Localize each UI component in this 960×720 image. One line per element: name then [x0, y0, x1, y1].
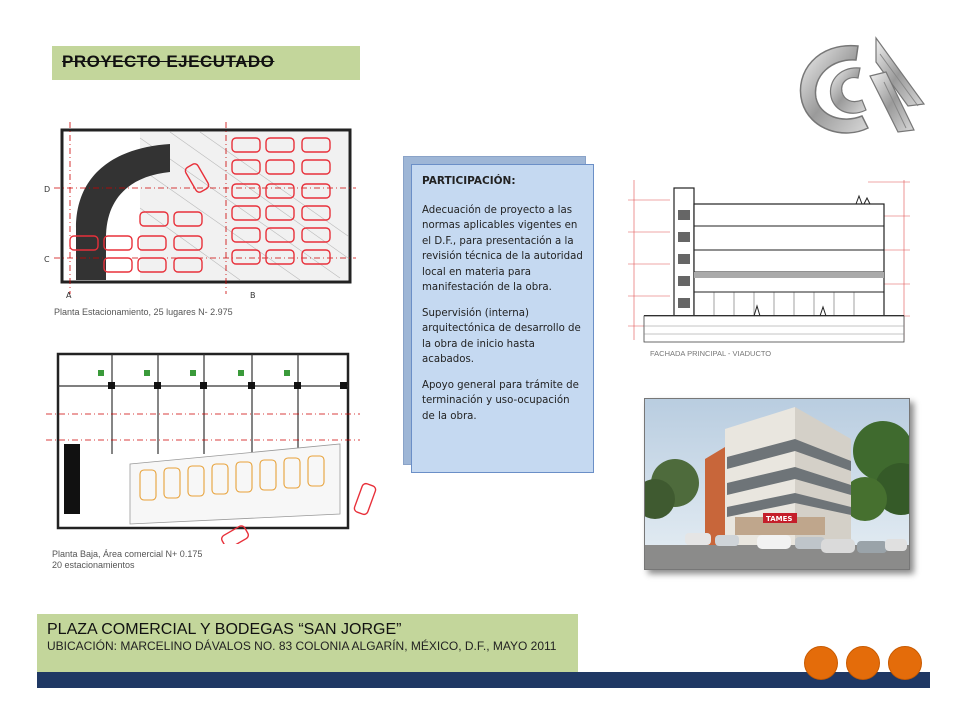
orange-dot-2	[846, 646, 880, 680]
page-title: PROYECTO EJECUTADO	[62, 52, 275, 71]
grid-label-b: B	[250, 291, 256, 300]
project-name: PLAZA COMERCIAL Y BODEGAS “SAN JORGE”	[47, 621, 402, 638]
participation-item-2: Supervisión (interna) arquitectónica de desarrollo de la obra de inicio hasta acabados.	[422, 307, 581, 365]
project-location: UBICACIÓN: MARCELINO DÁVALOS NO. 83 COLONIA ALGARÍN, MÉXICO, D.F., MAYO 2011	[47, 639, 557, 653]
project-info-banner	[37, 614, 578, 674]
grid-label-a: A	[66, 291, 72, 300]
facade-drawing	[624, 160, 914, 348]
participation-title: PARTICIPACIÓN:	[422, 175, 516, 187]
orange-dot-1	[804, 646, 838, 680]
parking-plan-drawing	[40, 108, 362, 304]
parking-floor-plan	[40, 108, 362, 320]
ground-plan-drawing	[40, 344, 380, 544]
participation-item-3: Apoyo general para trámite de terminación y uso-ocupación de la obra.	[422, 379, 579, 422]
ground-plan-caption: Planta Baja, Área comercial N+ 0.175	[52, 549, 203, 559]
parking-plan-caption: Planta Estacionamiento, 25 lugares N- 2.975	[54, 307, 233, 317]
orange-dot-3	[888, 646, 922, 680]
store-sign: TAMES	[766, 515, 793, 523]
participation-item-1: Adecuación de proyecto a las normas aplicables vigentes en el D.F., para presentación a la revisión técnica de la autoridad local en materia para manifestación de la obra.	[422, 204, 583, 293]
participation-panel	[411, 164, 594, 473]
building-photo	[644, 398, 910, 570]
building-photo-illustration	[645, 399, 909, 569]
facade-caption: FACHADA PRINCIPAL - VIADUCTO	[650, 349, 772, 358]
ground-plan-parking-count: 20 estacionamientos	[52, 560, 135, 570]
title-banner	[52, 46, 360, 80]
grid-label-d: D	[44, 185, 51, 194]
grid-label-c: C	[44, 255, 50, 264]
company-logo	[788, 32, 930, 144]
bottom-navy-bar	[37, 672, 930, 688]
ground-floor-plan	[40, 344, 380, 572]
facade-elevation	[624, 160, 914, 366]
